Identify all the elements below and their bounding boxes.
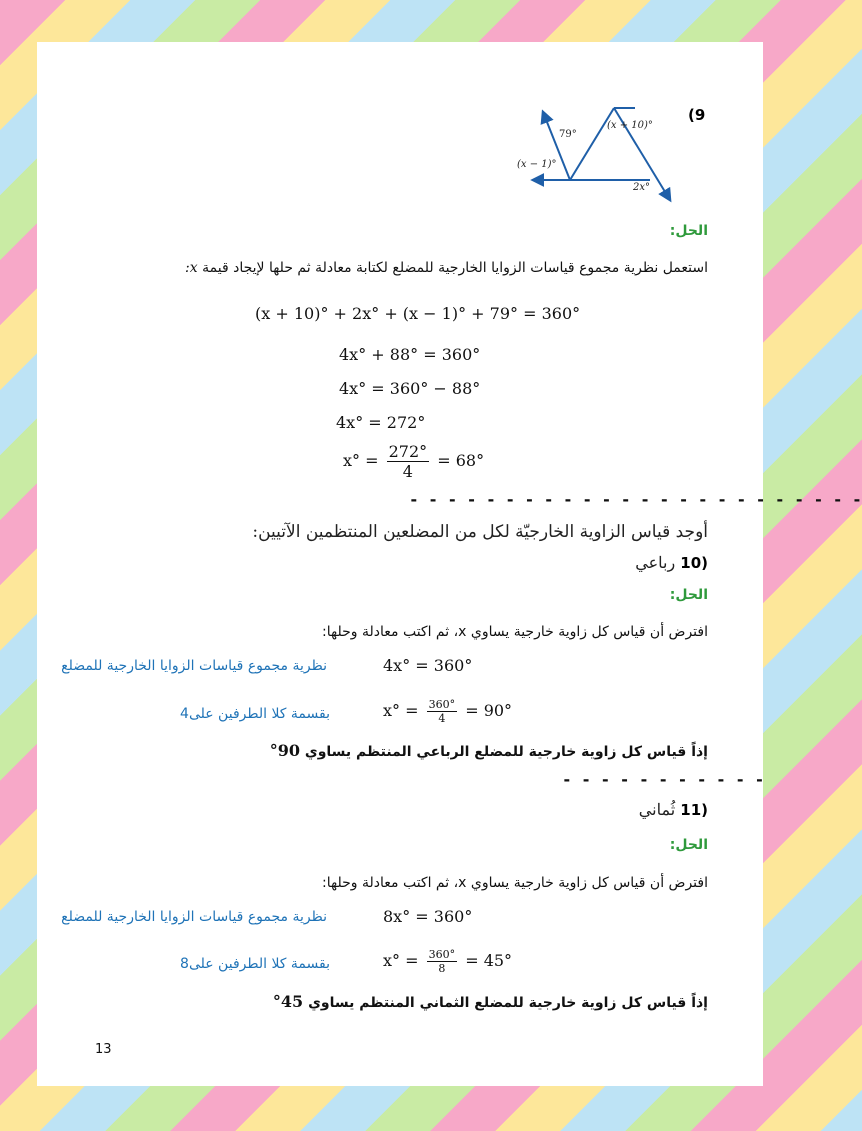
q11-eq2-numerator: 360° xyxy=(428,948,456,961)
divider-long: - - - - - - - - - - - - - - - - - - - - - - - - xyxy=(409,490,862,509)
q10-conclusion-text: إذاً قياس كل زاوية خارجية للمضلع الرباعي المنتظم يساوي xyxy=(304,744,708,760)
q10-conclusion xyxy=(270,741,708,760)
q11-reason-2: بقسمة كلا الطرفين على8 xyxy=(180,956,330,972)
angle-top-label: (x + 10)° xyxy=(607,120,653,131)
q11-conclusion-text: إذاً قياس كل زاوية خارجية للمضلع الثماني المنتظم يساوي xyxy=(308,995,708,1011)
worksheet-page xyxy=(37,42,862,1086)
q9-instruction-text: استعمل نظرية مجموع قياسات الزوايا الخارجية للمضلع لكتابة معادلة ثم حلها لإيجاد قيمة xyxy=(202,260,708,276)
angle-left-label: (x − 1)° xyxy=(517,159,557,170)
q10-reason-1: نظرية مجموع قياسات الزوايا الخارجية للمضلع xyxy=(61,658,327,674)
q9-equation-5 xyxy=(343,442,484,481)
q9-equation-3: 4x° = 360° − 88° xyxy=(339,379,481,398)
q10-eq2-numerator: 360° xyxy=(428,698,456,711)
q11-conclusion xyxy=(273,992,708,1011)
q11-equation-2 xyxy=(383,948,512,975)
q9-instruction xyxy=(185,260,708,276)
q10-solution-label: الحل: xyxy=(669,587,708,603)
q10-equation-1: 4x° = 360° xyxy=(383,656,473,675)
q10-number: 10) xyxy=(680,554,708,572)
angle-79-label: 79° xyxy=(559,129,577,140)
q9-equation-4: 4x° = 272° xyxy=(336,413,426,432)
q11-eq2-fraction xyxy=(427,948,458,975)
top-side xyxy=(570,108,614,180)
q10-assumption: افترض أن قياس كل زاوية خارجية يساوي x، ثم اكتب معادلة وحلها: xyxy=(322,624,708,640)
q9-equation-1: (x + 10)° + 2x° + (x − 1)° + 79° = 360° xyxy=(255,304,581,323)
q10-eq2-fraction xyxy=(427,698,458,725)
q10-reason-2: بقسمة كلا الطرفين على4 xyxy=(180,706,330,722)
triangle-figure xyxy=(515,104,685,204)
q11-eq2-lhs: x° = xyxy=(383,951,419,970)
q9-eq5-denominator: 4 xyxy=(402,462,413,481)
angle-bottom-label: 2x° xyxy=(633,182,651,193)
q9-instruction-var: x: xyxy=(185,260,198,276)
q11-number: 11) xyxy=(680,801,708,819)
q10-conclusion-value: 90° xyxy=(269,741,301,760)
q9-equation-2: 4x° + 88° = 360° xyxy=(339,345,481,364)
divider-short: - - - - - - - - - - - xyxy=(562,770,765,789)
q11-reason-1: نظرية مجموع قياسات الزوايا الخارجية للمضلع xyxy=(61,909,327,925)
q9-eq5-numerator: 272° xyxy=(388,442,428,461)
q10-eq2-lhs: x° = xyxy=(383,701,419,720)
q9-eq5-fraction xyxy=(387,442,430,481)
q10-title xyxy=(635,553,708,572)
q10-eq2-rhs: = 90° xyxy=(465,701,513,720)
q10-shape: رباعي xyxy=(635,553,676,572)
q10-equation-2 xyxy=(383,698,512,725)
q9-solution-label: الحل: xyxy=(669,223,708,239)
q11-title xyxy=(639,800,708,819)
page-number: 13 xyxy=(95,1042,112,1057)
q11-equation-1: 8x° = 360° xyxy=(383,907,473,926)
q11-solution-label: الحل: xyxy=(669,837,708,853)
q9-eq5-lhs: x° = xyxy=(343,451,379,470)
q11-eq2-rhs: = 45° xyxy=(465,951,513,970)
q11-assumption: افترض أن قياس كل زاوية خارجية يساوي x، ثم اكتب معادلة وحلها: xyxy=(322,875,708,891)
question-9-number: (9 xyxy=(688,106,706,124)
q10-eq2-denominator: 4 xyxy=(438,712,446,725)
section-heading: أوجد قياس الزاوية الخارجيّة لكل من المضلعين المنتظمين الآتيين: xyxy=(252,522,708,542)
q9-eq5-rhs: = 68° xyxy=(437,451,485,470)
q11-eq2-denominator: 8 xyxy=(438,962,446,975)
q11-shape: ثُماني xyxy=(638,800,676,819)
q11-conclusion-value: 45° xyxy=(272,992,304,1011)
